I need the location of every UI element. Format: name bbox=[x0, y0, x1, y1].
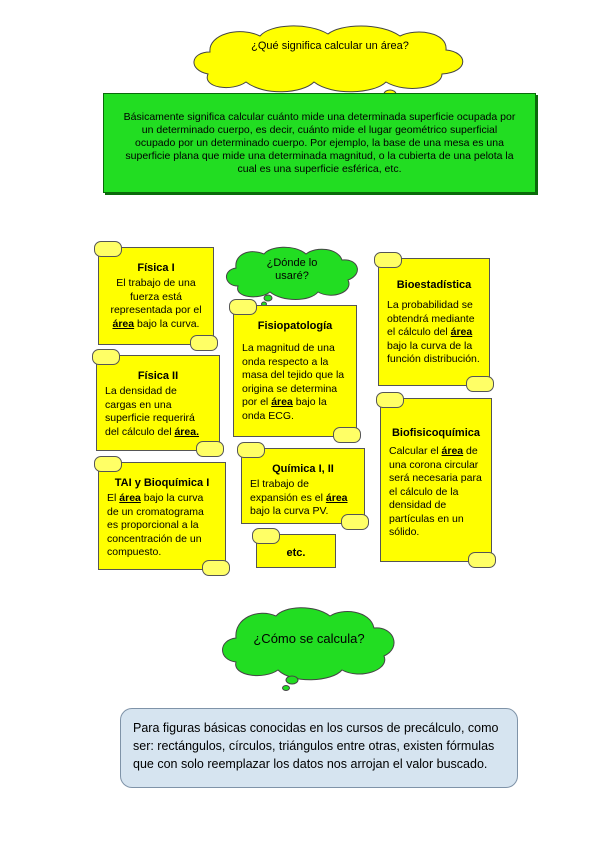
where-cloud-text: ¿Dónde lo usaré? bbox=[266, 257, 318, 282]
scroll-title: Física I bbox=[137, 262, 175, 274]
definition-text: Básicamente significa calcular cuánto mide una determinada superficie ocupada por un determinado cuerpo, es decir, cuánto mide el lugar geométrico superficial ocupado por un determinado cuerpo. Por ejemplo, la base de una mesa es una superficie plana que mide una determinada magnitud, o la cubierta de una pelota la cual es una superficie esférica, etc. bbox=[123, 110, 516, 175]
scroll-title: Fisiopatología bbox=[257, 320, 333, 332]
scroll-body: El área bajo la curva de un cromatograma es proporcional a la concentración de un compuesto. bbox=[107, 492, 204, 558]
scroll-title: TAI y Bioquímica I bbox=[114, 477, 210, 489]
scroll-biofisicoquimica bbox=[380, 398, 492, 562]
scroll-bioestadistica bbox=[378, 258, 490, 386]
question-cloud-top-text: ¿Qué significa calcular un área? bbox=[251, 40, 409, 52]
scroll-fisica-2 bbox=[96, 355, 220, 451]
howto-box bbox=[120, 708, 518, 788]
scroll-body: Calcular el área de una corona circular será necesaria para el cálculo de la densidad de partículas en un sólido. bbox=[389, 445, 482, 538]
scroll-body: La magnitud de una onda respecto a la masa del tejido que la origina se determina por el área bajo la onda ECG. bbox=[242, 342, 345, 422]
scroll-body: La probabilidad se obtendrá mediante el cálculo del área bajo la curva de la función distribución. bbox=[387, 299, 480, 365]
how-cloud bbox=[214, 604, 400, 696]
scroll-title: Física II bbox=[137, 370, 179, 382]
scroll-title: Bioestadística bbox=[396, 279, 472, 291]
scroll-title: Química I, II bbox=[272, 463, 334, 475]
scroll-fisica-1 bbox=[98, 247, 214, 345]
scroll-title: etc. bbox=[286, 547, 306, 559]
scroll-etc bbox=[256, 534, 336, 568]
scroll-body: El trabajo de expansión es el área bajo la curva PV. bbox=[250, 478, 348, 517]
question-cloud-top bbox=[180, 22, 480, 102]
scroll-body: El trabajo de una fuerza está representada por el área bajo la curva. bbox=[110, 277, 202, 330]
scroll-fisiopatologia bbox=[233, 305, 357, 437]
scroll-quimica bbox=[241, 448, 365, 524]
howto-text: Para figuras básicas conocidas en los cursos de precálculo, como ser: rectángulos, círculos, triángulos entre otras, existen fórmulas que con solo reemplazar los datos nos arrojan el valor buscado. bbox=[133, 721, 499, 771]
definition-box bbox=[103, 93, 536, 193]
scroll-body: La densidad de cargas en una superficie requerirá del cálculo del área. bbox=[105, 385, 199, 438]
how-cloud-text: ¿Cómo se calcula? bbox=[253, 631, 365, 646]
scroll-title: Biofisicoquímica bbox=[391, 427, 481, 439]
scroll-tai-bioquimica bbox=[98, 462, 226, 570]
